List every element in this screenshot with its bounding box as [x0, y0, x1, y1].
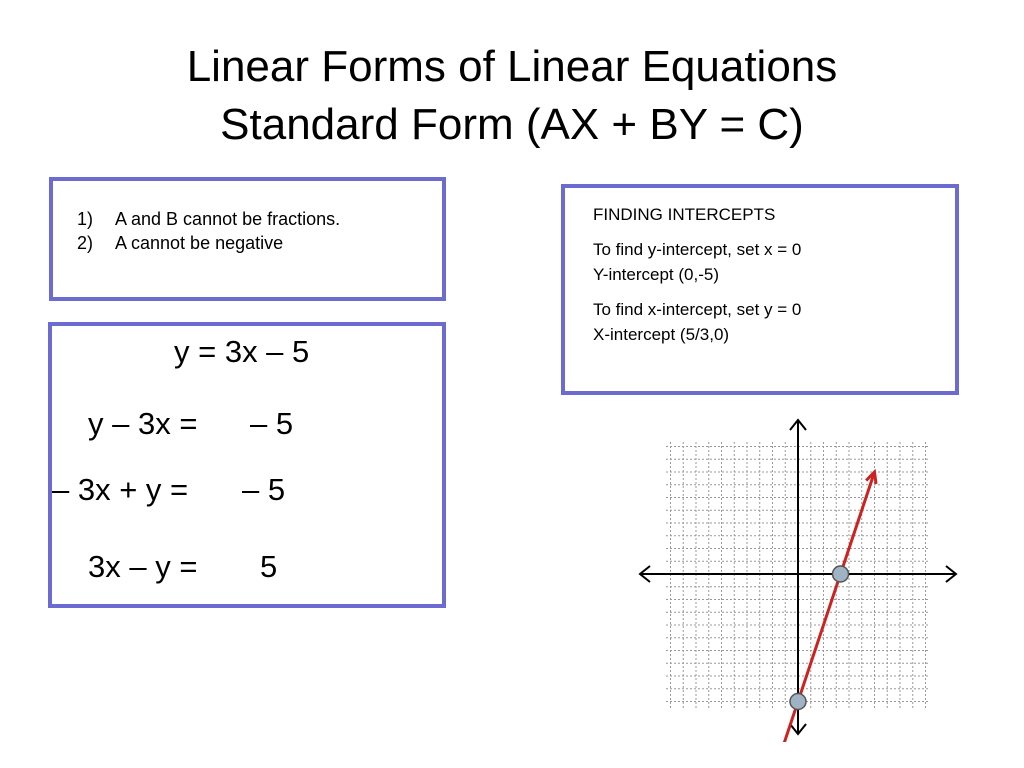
rules-box [49, 177, 446, 301]
y-intercept-result: Y-intercept (0,-5) [593, 265, 719, 284]
x-intercept-result: X-intercept (5/3,0) [593, 325, 730, 344]
title-line-2: Standard Form (AX + BY = C) [220, 100, 804, 149]
intercept-point [790, 694, 806, 710]
rule-item [77, 231, 340, 255]
rule-text: A and B cannot be fractions. [115, 209, 341, 229]
equation-3-rhs: – 5 [242, 472, 286, 507]
rule-item [77, 207, 340, 231]
equation-2-lhs: y – 3x = [88, 406, 198, 441]
coordinate-graph [630, 412, 970, 742]
rules-list [77, 207, 340, 255]
x-intercept-instruction: To find x-intercept, set y = 0 [593, 300, 802, 319]
intercepts-box [561, 184, 959, 395]
axes [640, 420, 956, 734]
slide-title [0, 38, 1024, 154]
equation-4-lhs: 3x – y = [88, 549, 198, 584]
intercept-point [833, 566, 849, 582]
equation-1: y = 3x – 5 [174, 334, 310, 369]
y-intercept-instruction: To find y-intercept, set x = 0 [593, 240, 802, 259]
rule-number: 1) [77, 209, 94, 229]
title-line-1: Linear Forms of Linear Equations [186, 42, 838, 91]
intercepts-heading: FINDING INTERCEPTS [593, 205, 776, 224]
equation-4-rhs: 5 [260, 549, 278, 584]
rule-text: A cannot be negative [115, 233, 284, 253]
equation-3-lhs: – 3x + y = [52, 472, 189, 507]
equation-2-rhs: – 5 [250, 406, 294, 441]
rule-number: 2) [77, 233, 94, 253]
